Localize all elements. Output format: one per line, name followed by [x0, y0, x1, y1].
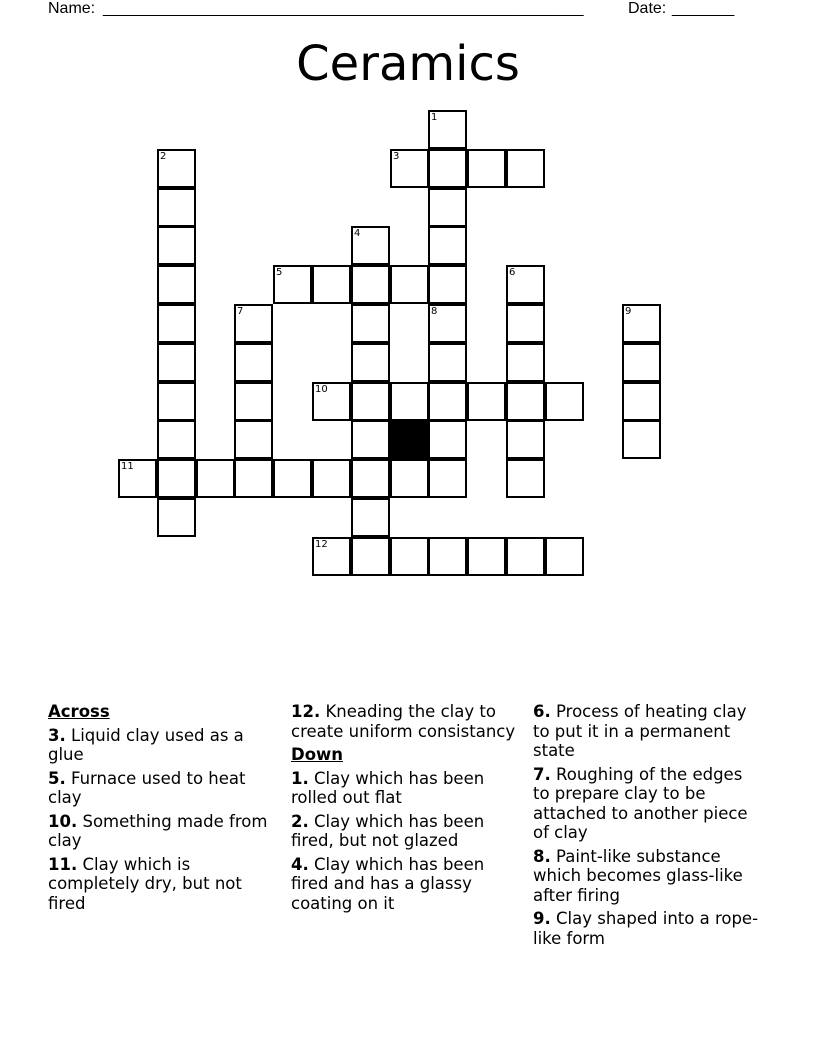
grid-cell[interactable] [390, 149, 429, 188]
grid-cell[interactable] [234, 343, 273, 382]
grid-cell[interactable] [428, 537, 467, 576]
clue-column-3 [533, 702, 763, 952]
grid-cell[interactable] [312, 265, 351, 304]
clue-text: Process of heating clay to put it in a permanent state [533, 702, 747, 760]
grid-cell[interactable] [506, 420, 545, 459]
clue-number-label: 8 [431, 306, 438, 317]
blocked-cell [390, 420, 429, 459]
grid-cell[interactable] [157, 226, 196, 265]
clue-number: 6. [533, 702, 551, 721]
grid-cell[interactable] [351, 265, 390, 304]
grid-cell[interactable] [118, 459, 157, 498]
grid-cell[interactable] [312, 537, 351, 576]
clue-number-label: 1 [431, 112, 438, 123]
clue-text: Liquid clay used as a glue [48, 725, 244, 764]
grid-cell[interactable] [506, 537, 545, 576]
grid-cell[interactable] [428, 188, 467, 227]
clue-number: 8. [533, 846, 551, 866]
name-field-line[interactable]: ______________________________________________________ [103, 0, 584, 17]
grid-cell[interactable] [351, 459, 390, 498]
grid-cell[interactable] [157, 188, 196, 227]
clue-text: Kneading the clay to create uniform consistancy [291, 702, 516, 741]
grid-cell[interactable] [234, 420, 273, 459]
clue-number-label: 6 [509, 267, 516, 278]
grid-cell[interactable] [157, 382, 196, 421]
clue-number-label: 11 [121, 461, 134, 472]
grid-cell[interactable] [428, 226, 467, 265]
clue-text: Roughing of the edges to prepare clay to be attached to another piece of clay [533, 764, 748, 842]
grid-cell[interactable] [428, 420, 467, 459]
grid-cell[interactable] [467, 149, 506, 188]
clue-text: Something made from clay [48, 811, 268, 850]
grid-cell[interactable] [545, 537, 584, 576]
clue-number: 1. [291, 768, 309, 788]
grid-cell[interactable] [351, 537, 390, 576]
clue-number-label: 4 [354, 228, 361, 239]
across-clue-3 [48, 726, 278, 765]
grid-cell[interactable] [351, 420, 390, 459]
grid-cell[interactable] [467, 382, 506, 421]
grid-cell[interactable] [351, 226, 390, 265]
across-heading: Across [48, 702, 110, 721]
clue-column-1 [48, 702, 278, 917]
grid-cell[interactable] [157, 265, 196, 304]
clue-text: Clay shaped into a rope-like form [533, 909, 759, 948]
clue-column-2 [291, 702, 521, 917]
clue-number-label: 5 [276, 267, 283, 278]
clue-text: Clay which is completely dry, but not fired [48, 854, 242, 913]
clue-number: 5. [48, 768, 66, 788]
grid-cell[interactable] [506, 265, 545, 304]
grid-cell[interactable] [506, 343, 545, 382]
grid-cell[interactable] [351, 304, 390, 343]
clue-number: 4. [291, 854, 309, 874]
grid-cell[interactable] [390, 265, 429, 304]
clue-list [48, 702, 778, 962]
name-label: Name: [48, 0, 96, 17]
clue-number: 7. [533, 764, 551, 784]
across-clue-12 [291, 702, 521, 741]
grid-cell[interactable] [234, 382, 273, 421]
grid-cell[interactable] [390, 459, 429, 498]
grid-cell[interactable] [351, 343, 390, 382]
grid-cell[interactable] [428, 265, 467, 304]
grid-cell[interactable] [428, 382, 467, 421]
grid-cell[interactable] [428, 304, 467, 343]
date-field-line[interactable]: _______ [672, 0, 735, 17]
grid-cell[interactable] [157, 304, 196, 343]
clue-number-label: 12 [315, 539, 328, 550]
grid-cell[interactable] [312, 459, 351, 498]
clue-number: 12. [291, 702, 321, 721]
grid-cell[interactable] [467, 537, 506, 576]
clue-number-label: 9 [625, 306, 632, 317]
grid-cell[interactable] [196, 459, 235, 498]
grid-cell[interactable] [428, 110, 467, 149]
grid-cell[interactable] [428, 149, 467, 188]
grid-cell[interactable] [273, 265, 312, 304]
clue-number-label: 2 [160, 151, 167, 162]
down-clue-6 [533, 702, 763, 761]
grid-cell[interactable] [234, 459, 273, 498]
grid-cell[interactable] [390, 382, 429, 421]
grid-cell[interactable] [506, 304, 545, 343]
down-clue-1 [291, 769, 521, 808]
grid-cell[interactable] [390, 537, 429, 576]
grid-cell[interactable] [428, 459, 467, 498]
down-clue-9 [533, 909, 763, 948]
down-clue-2 [291, 812, 521, 851]
grid-cell[interactable] [622, 382, 661, 421]
grid-cell[interactable] [157, 498, 196, 537]
across-clue-11 [48, 855, 278, 914]
grid-cell[interactable] [351, 498, 390, 537]
grid-cell[interactable] [428, 343, 467, 382]
date-label: Date: [628, 0, 667, 17]
clue-number-label: 10 [315, 384, 328, 395]
down-clue-7 [533, 765, 763, 843]
clue-text: Clay which has been rolled out flat [291, 768, 485, 807]
clue-number-label: 3 [393, 151, 400, 162]
grid-cell[interactable] [157, 459, 196, 498]
grid-cell[interactable] [622, 420, 661, 459]
across-clue-10 [48, 812, 278, 851]
grid-cell[interactable] [506, 382, 545, 421]
grid-cell[interactable] [157, 420, 196, 459]
grid-cell[interactable] [351, 382, 390, 421]
grid-cell[interactable] [622, 343, 661, 382]
clue-number: 10. [48, 811, 78, 831]
down-clue-8 [533, 847, 763, 906]
down-heading: Down [291, 745, 344, 764]
grid-cell[interactable] [622, 304, 661, 343]
clue-text: Furnace used to heat clay [48, 768, 246, 807]
grid-cell[interactable] [545, 382, 584, 421]
clue-number: 9. [533, 909, 551, 928]
clue-text: Paint-like substance which becomes glass-like after firing [533, 846, 743, 905]
clue-text: Clay which has been fired, but not glazed [291, 811, 485, 850]
down-clue-4 [291, 855, 521, 914]
clue-number: 3. [48, 725, 66, 745]
grid-cell[interactable] [506, 149, 545, 188]
puzzle-title: Ceramics [296, 36, 520, 92]
clue-number: 2. [291, 811, 309, 831]
grid-cell[interactable] [157, 149, 196, 188]
grid-cell[interactable] [312, 382, 351, 421]
grid-cell[interactable] [157, 343, 196, 382]
clue-number: 11. [48, 854, 78, 874]
clue-text: Clay which has been fired and has a glassy coating on it [291, 854, 485, 913]
grid-cell[interactable] [273, 459, 312, 498]
clue-number-label: 7 [237, 306, 244, 317]
across-clue-5 [48, 769, 278, 808]
grid-cell[interactable] [506, 459, 545, 498]
grid-cell[interactable] [234, 304, 273, 343]
